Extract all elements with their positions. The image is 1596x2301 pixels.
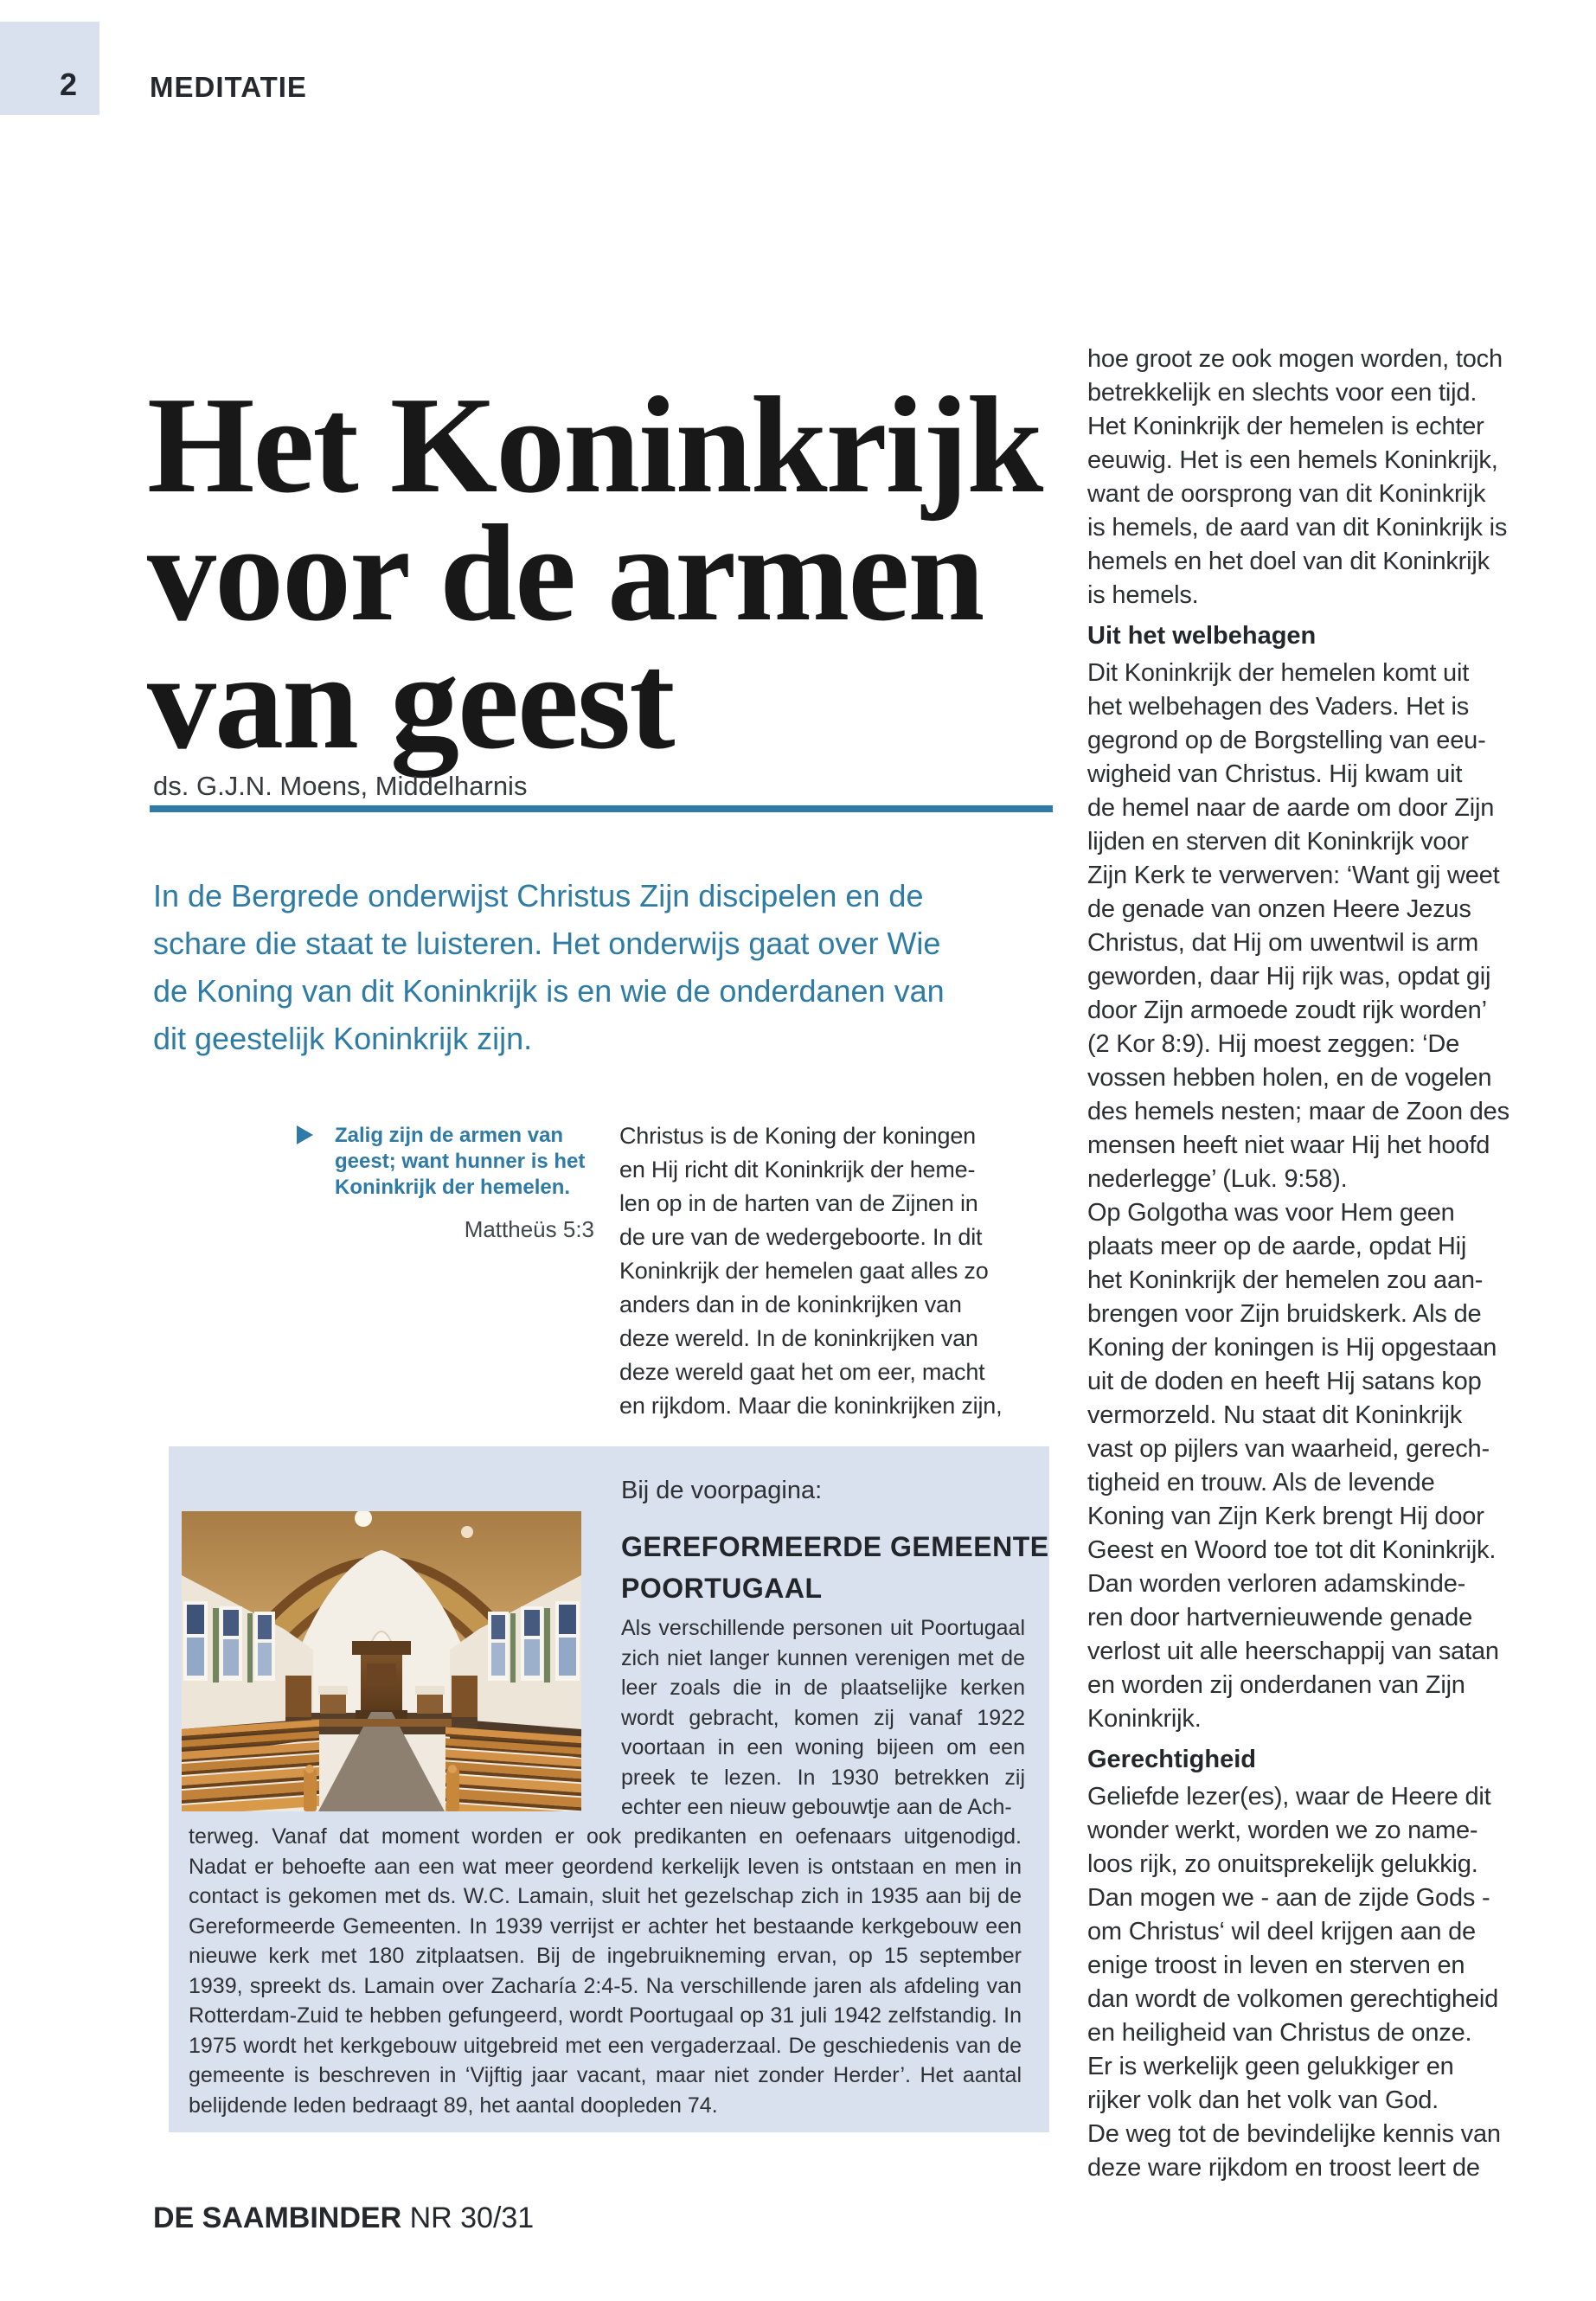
text-line: en heiligheid van Christus de onze. (1087, 2019, 1472, 2047)
text-line: Geest en Woord toe tot dit Koninkrijk. (1087, 1536, 1497, 1564)
infobox-kicker: Bij de voorpagina: (621, 1477, 823, 1504)
text-line: is hemels, de aard van dit Koninkrijk is (1087, 514, 1508, 542)
text-line: want de oorsprong van dit Koninkrijk (1087, 480, 1486, 508)
text-line: plaats meer op de aarde, opdat Hij (1087, 1233, 1467, 1260)
text-line: en Hij richt dit Koninkrijk der heme- (619, 1157, 976, 1183)
text-line: eeuwig. Het is een hemels Koninkrijk, (1087, 446, 1498, 474)
text-line: des hemels nesten; maar de Zoon des (1087, 1098, 1509, 1125)
article-column-right (1087, 343, 1524, 2185)
text-line: POORTUGAAL (621, 1573, 823, 1604)
page-footer (153, 2202, 534, 2235)
infobox-heading (621, 1526, 1049, 1609)
text-line: vossen hebben holen, en de vogelen (1087, 1064, 1492, 1092)
page-number-box (0, 22, 99, 115)
footer-issue: NR 30/31 (409, 2202, 535, 2234)
text-line: deze ware rijkdom en troost leert de (1087, 2154, 1480, 2182)
text-line: Koninkrijk. (1087, 1705, 1202, 1733)
text-line: De weg tot de bevindelijke kennis van (1087, 2120, 1501, 2148)
infobox (169, 1446, 1049, 2132)
article-title (147, 368, 1042, 778)
text-line: geworden, daar Hij rijk was, opdat gij (1087, 963, 1491, 990)
text-line: de Koning van dit Koninkrijk is en wie de onderdanen van (153, 973, 945, 1009)
text-line: anders dan in de koninkrijken van (619, 1292, 962, 1317)
text-line: Koninkrijk der hemelen. (335, 1176, 571, 1199)
text-line: hoe groot ze ook mogen worden, toch (1087, 345, 1503, 373)
paragraph (1087, 1196, 1524, 1736)
article-column-middle (619, 1119, 1002, 1423)
text-line: de hemel naar de aarde om door Zijn (1087, 794, 1495, 822)
text-line: Dit Koninkrijk der hemelen komt uit (1087, 659, 1470, 687)
text-line: ren door hartvernieuwende genade (1087, 1604, 1473, 1631)
article-intro (153, 872, 945, 1062)
text-line: vermorzeld. Nu staat dit Koninkrijk (1087, 1401, 1462, 1429)
text-line: en rijkdom. Maar die koninkrijken zijn, (619, 1393, 1003, 1419)
section-header: MEDITATIE (150, 71, 307, 103)
infobox-side-text: Als verschillende personen uit Poortugaal zich niet langer kunnen verenigen met de leer zoals die in de plaatselijke kerken wordt gebracht, komen zij vanaf 1922 voortaan in een woning bijeen om een preek te lezen. In 1930 betrekken zij echter een nieuw gebouwtje aan de Ach- (621, 1616, 1025, 1819)
text-line: wonder werkt, worden we zo name- (1087, 1817, 1478, 1844)
text-line: van geest (147, 624, 674, 778)
text-line: de ure van de wedergeboorte. In dit (619, 1224, 983, 1250)
text-line: en worden zij onderdanen van Zijn (1087, 1671, 1465, 1699)
text-line: Christus, dat Hij om uwentwil is arm (1087, 929, 1479, 957)
text-line: enige troost in leven en sterven en (1087, 1952, 1465, 1979)
text-line: Het Koninkrijk der hemelen is echter (1087, 413, 1484, 440)
text-line: gegrond op de Borgstelling van eeu- (1087, 727, 1486, 754)
text-line: brengen voor Zijn bruidskerk. Als de (1087, 1300, 1482, 1328)
text-line: GEREFORMEERDE GEMEENTE (621, 1531, 1049, 1562)
text-line: lijden en sterven dit Koninkrijk voor (1087, 828, 1469, 856)
pullquote-source: Mattheüs 5:3 (464, 1216, 594, 1242)
text-line: hemels en het doel van dit Koninkrijk (1087, 548, 1490, 575)
pullquote (335, 1123, 594, 1243)
text-line: verlost uit alle heerschappij van satan (1087, 1638, 1499, 1665)
text-line: vast op pijlers van waarheid, gerech- (1087, 1435, 1490, 1463)
text-line: Zalig zijn de armen van (335, 1124, 564, 1147)
text-line: loos rijk, zo onuitsprekelijk gelukkig. (1087, 1850, 1478, 1878)
church-interior-photo (182, 1511, 581, 1811)
text-line: len op in de harten van de Zijnen in (619, 1190, 978, 1216)
text-line: mensen heeft niet waar Hij het hoofd (1087, 1131, 1490, 1159)
page-number: 2 (59, 67, 77, 102)
text-line: om Christus‘ wil deel krijgen aan de (1087, 1918, 1476, 1945)
paragraph (1087, 343, 1524, 612)
text-line: wigheid van Christus. Hij kwam uit (1087, 760, 1463, 788)
text-line: betrekkelijk en slechts voor een tijd. (1087, 379, 1477, 407)
paragraph (1087, 657, 1524, 1196)
text-line: Koninkrijk der hemelen gaat alles zo (619, 1258, 989, 1284)
text-line: Dan worden verloren adamskinde- (1087, 1570, 1466, 1598)
text-line: Geliefde lezer(es), waar de Heere dit (1087, 1783, 1491, 1811)
subheading: Gerechtigheid (1087, 1746, 1256, 1773)
text-line: Er is werkelijk geen gelukkiger en (1087, 2053, 1454, 2080)
text-line: Dan mogen we - aan de zijde Gods - (1087, 1884, 1490, 1912)
subheading: Uit het welbehagen (1087, 622, 1317, 650)
text-line: Koning van Zijn Kerk brengt Hij door (1087, 1503, 1484, 1530)
text-line: Het Koninkrijk (147, 368, 1042, 522)
footer-brand: DE SAAMBINDER (153, 2202, 402, 2234)
infobox-full-text: terweg. Vanaf dat moment worden er ook predikanten en oefenaars uitgenodigd. Nadat er behoefte aan een wat meer geordend kerkelijk leven is ontstaan en men in contact is gekomen met ds. W.C. Lamain, sluit het gezelschap zich in 1935 aan bij de Gereformeerde Gemeenten. In 1939 verrijst er achter het bestaande kerkgebouw een nieuwe kerk met 180 zitplaatsen. Bij de ingebruikneming ervan, op 15 september 1939, spreekt ds. Lamain over Zacharía 2:4-5. Na verschillende jaren als afdeling van Rotterdam-Zuid te hebben gefungeerd, wordt Poortugaal op 31 juli 1942 zelfstandig. In 1975 wordt het kerkgebouw uitgebreid met een vergaderzaal. De geschiedenis van de gemeente is beschreven in ‘Vijftig jaar vacant, maar niet zonder Herder’. Het aantal belijdende leden bedraagt 89, het aantal doopleden 74. (189, 1824, 1022, 2118)
text-line: voor de armen (147, 496, 984, 650)
text-line: is hemels. (1087, 581, 1199, 609)
text-line: Op Golgotha was voor Hem geen (1087, 1199, 1455, 1227)
text-line: Koning der koningen is Hij opgestaan (1087, 1334, 1497, 1362)
text-line: uit de doden en heeft Hij satans kop (1087, 1368, 1482, 1395)
text-line: dan wordt de volkomen gerechtigheid (1087, 1985, 1499, 2013)
text-line: In de Bergrede onderwijst Christus Zijn discipelen en de (153, 878, 924, 913)
paragraph (1087, 1780, 1524, 2185)
text-line: deze wereld. In de koninkrijken van (619, 1325, 978, 1351)
text-line: Zijn Kerk te verwerven: ‘Want gij weet (1087, 862, 1500, 889)
text-line: tigheid en trouw. Als de levende (1087, 1469, 1435, 1497)
text-line: dit geestelijk Koninkrijk zijn. (153, 1021, 533, 1056)
text-line: Christus is de Koning der koningen (619, 1123, 976, 1149)
text-line: schare die staat te luisteren. Het onderwijs gaat over Wie (153, 926, 941, 961)
pullquote-arrow-icon (297, 1125, 313, 1144)
text-line: (2 Kor 8:9). Hij moest zeggen: ‘De (1087, 1030, 1459, 1058)
text-line: geest; want hunner is het (335, 1150, 586, 1173)
text-line: rijker volk dan het volk van God. (1087, 2086, 1439, 2114)
divider-rule (150, 805, 1053, 812)
text-line: deze wereld gaat het om eer, macht (619, 1359, 985, 1385)
author-byline: ds. G.J.N. Moens, Middelharnis (153, 771, 528, 801)
text-line: het welbehagen des Vaders. Het is (1087, 693, 1470, 721)
pullquote-lines (335, 1123, 594, 1201)
text-line: nederlegge’ (Luk. 9:58). (1087, 1165, 1348, 1193)
text-line: het Koninkrijk der hemelen zou aan- (1087, 1266, 1484, 1294)
text-line: door Zijn armoede zoudt rijk worden’ (1087, 997, 1487, 1024)
text-line: de genade van onzen Heere Jezus (1087, 895, 1471, 923)
